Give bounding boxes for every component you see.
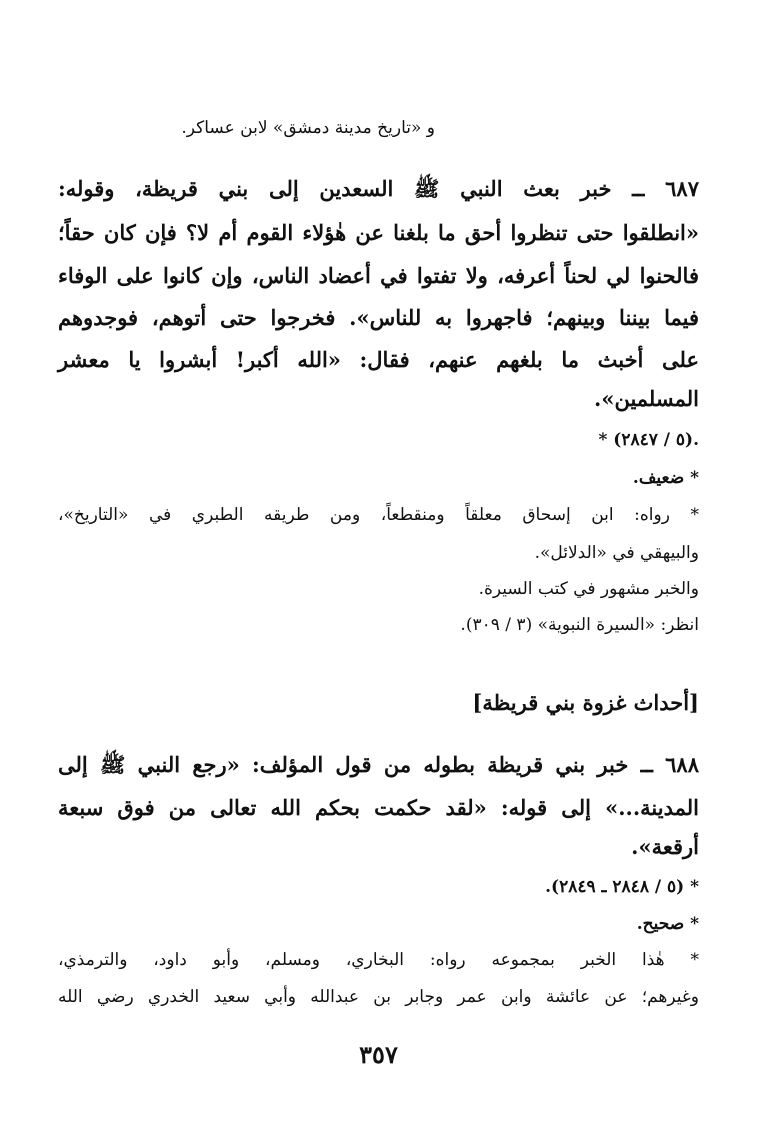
hadith-688-heading: ٦٨٨ ــ خبر بني قريظة بطوله من قول المؤلف: «رجع النبي ﷺ إلى bbox=[58, 752, 699, 777]
reference-688: * (٥ / ٢٨٤٨ ـ ٢٨٤٩). bbox=[545, 877, 699, 897]
grade-688: * صحيح. bbox=[636, 914, 699, 934]
hadith-687-heading: ٦٨٧ ــ خبر بعث النبي ﷺ السعدين إلى بني قريظة، وقوله: bbox=[58, 176, 699, 201]
reference-687: * (٥ / ٢٨٤٧). bbox=[598, 430, 699, 450]
hadith-688-text-line: المدينة...» إلى قوله: «لقد حكمت بحكم الله تعالى من فوق سبعة bbox=[58, 795, 699, 820]
grade-687: * ضعيف. bbox=[632, 468, 699, 488]
page-number: ٣٥٧ bbox=[359, 1040, 398, 1069]
section-heading: [أحداث غزوة بني قريظة] bbox=[472, 690, 699, 715]
hadith-687-text-line: المسلمين». bbox=[594, 386, 699, 411]
hadith-687-text-line: فيما بيننا وبينهم؛ فاجهروا به للناس». فخرجوا حتى أتوهم، فوجدوهم bbox=[58, 305, 699, 330]
narration-687-cont: والبيهقي في «الدلائل». bbox=[534, 543, 699, 563]
narration-688-cont: وغيرهم؛ عن عائشة وابن عمر وجابر بن عبدالله وأبي سعيد الخدري رضي الله bbox=[58, 987, 699, 1007]
narration-688: * هٰذا الخبر بمجموعه رواه: البخاري، ومسلم، وأبو داود، والترمذي، bbox=[58, 950, 699, 970]
narration-687: * رواه: ابن إسحاق معلقاً ومنقطعاً، ومن طريقه الطبري في «التاريخ»، bbox=[58, 505, 699, 525]
see-also-687: انظر: «السيرة النبوية» (٣ / ٣٠٩). bbox=[460, 615, 699, 635]
hadith-688-text-line: أرقعة». bbox=[631, 834, 699, 859]
note-687: والخبر مشهور في كتب السيرة. bbox=[478, 579, 699, 599]
hadith-687-text-line: على أخبث ما بلغهم عنهم، فقال: «الله أكبر! أبشروا يا معشر bbox=[58, 347, 699, 372]
hadith-687-text-line: «انطلقوا حتى تنظروا أحق ما بلغنا عن هٰؤلاء القوم أم لا؟ فإن كان حقاً؛ bbox=[58, 220, 699, 245]
hadith-687-text-line: فالحنوا لي لحناً أعرفه، ولا تفتوا في أعضاد الناس، وإن كانوا على الوفاء bbox=[58, 263, 699, 288]
source-line: و «تاريخ مدينة دمشق» لابن عساكر. bbox=[181, 118, 435, 138]
